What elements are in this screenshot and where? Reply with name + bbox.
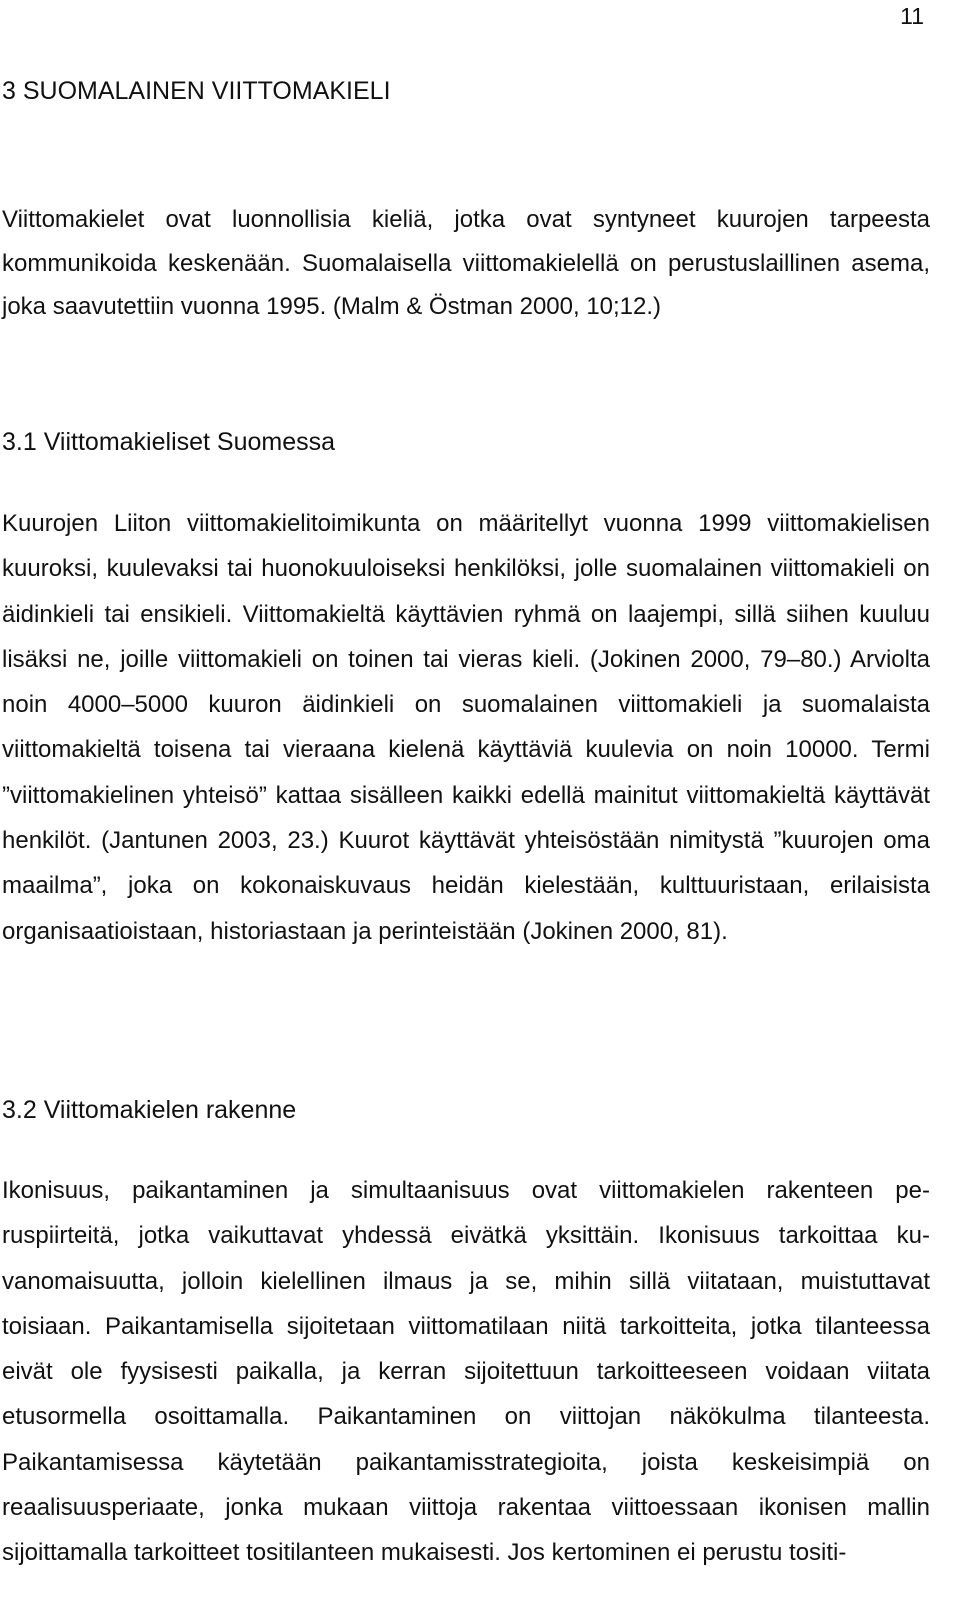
chapter-heading: 3 SUOMALAINEN VIITTOMAKIELI (2, 77, 391, 105)
section-heading-3-1: 3.1 Viittomakieliset Suomessa (2, 428, 336, 456)
section-3-2-paragraph: Ikonisuus, paikantaminen ja simultaanisuus ovat viittomakielen rakenteen peruspiirteitä, jotka vaikuttavat yhdessä eivätkä yksittäin. Ikonisuus tarkoittaa kuvanomaisuutta, jolloin kielellinen ilmaus ja se, mihin sillä viitataan, muistuttavat toisiaan. Paikantamisella sijoitetaan viittomatilaan niitä tarkoitteita, jotka tilanteessa eivät ole fyysisesti paikalla, ja kerran sijoitettuun tarkoitteeseen voidaan viitata etusormella osoittamalla. Paikantaminen on viittojan näkökulma tilanteesta. Paikantamisessa käytetään paikantamisstrategioita, joista keskeisimpiä on reaalisuusperiaate, jonka mukaan viittoja rakentaa viittoessaan ikonisen mallin sijoittamalla tarkoitteet tositilanteen mukaisesti. Jos kertominen ei perustu tositi- (2, 1177, 930, 1567)
chapter-intro-paragraph: Viittomakielet ovat luonnollisia kieliä, jotka ovat syntyneet kuurojen tarpeesta kommunikoida keskenään. Suomalaisella viittomakielellä on perustuslaillinen asema, joka saavutettiin vuonna 1995. (Malm & Östman 2000, 10;12.) (2, 206, 930, 320)
section-3-1-paragraph: Kuurojen Liiton viittomakielitoimikunta on määritellyt vuonna 1999 viittomakielisen kuuroksi, kuulevaksi tai huonokuuloiseksi henkilöksi, jolle suomalainen viittomakieli on äidinkieli tai ensikieli. Viittomakieltä käyttävien ryhmä on laajempi, sillä siihen kuuluu lisäksi ne, joille viittomakieli on toinen tai vieras kieli. (Jokinen 2000, 79–80.) Arviolta noin 4000–5000 kuuron äidinkieli on suomalainen viittomakieli ja suomalaista viittomakieltä toisena tai vieraana kielenä käyttäviä kuulevia on noin 10000. Termi ”viittomakielinen yhteisö” kattaa sisälleen kaikki edellä mainitut viittomakieltä käyttävät henkilöt. (Jantunen 2003, 23.) Kuurot käyttävät yhteisöstään nimitystä ”kuurojen oma maailma”, joka on kokonaiskuvaus heidän kielestään, kulttuuristaan, erilaisista organisaatioistaan, historiastaan ja perinteistään (Jokinen 2000, 81). (2, 510, 930, 945)
section-heading-3-2: 3.2 Viittomakielen rakenne (2, 1096, 297, 1124)
page-number: 11 (900, 3, 924, 29)
